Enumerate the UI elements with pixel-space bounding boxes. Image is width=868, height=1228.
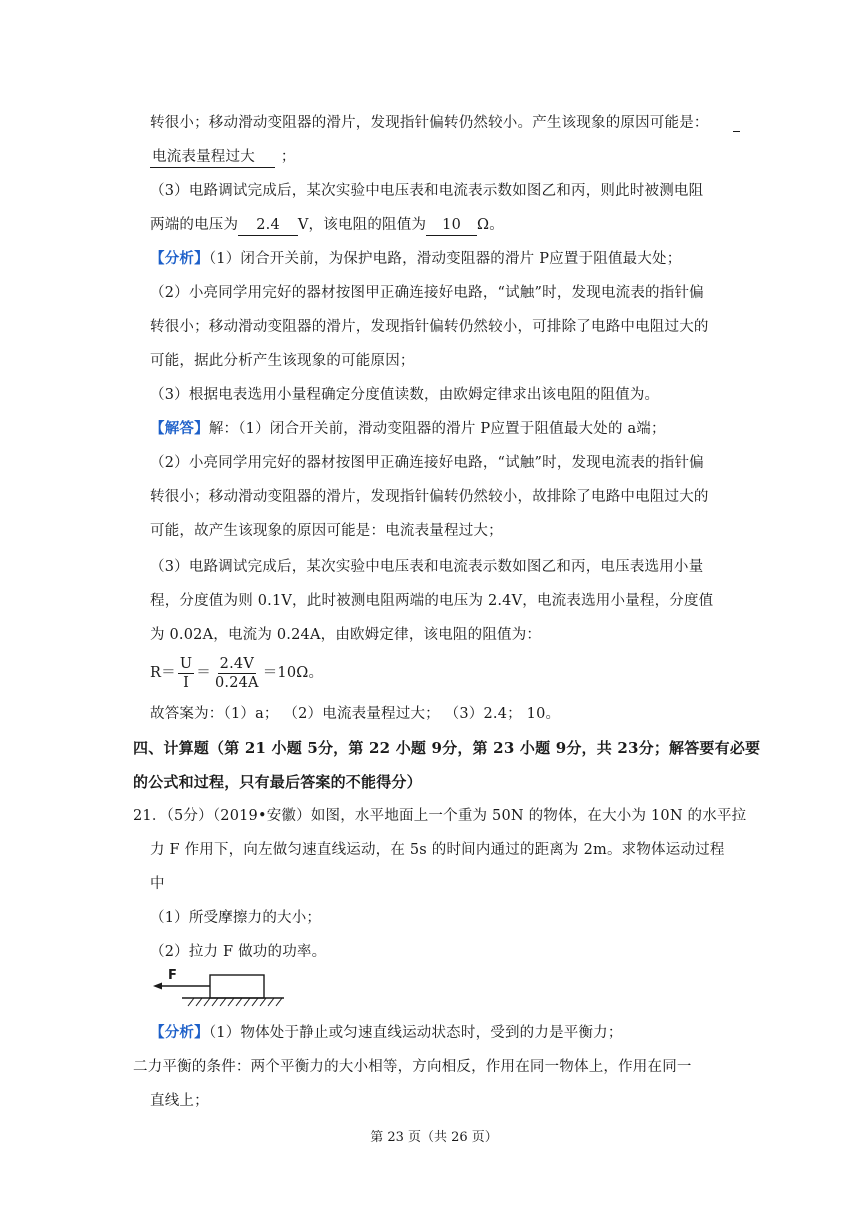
equals-sign: ＝ [196,665,211,681]
text-line [150,351,415,371]
text: （2）拉力 F 做功的功率。 [150,944,327,960]
text: 可能，故产生该现象的原因可能是：电流表量程过大； [150,523,503,539]
text: （2）小亮同学用完好的器材按图甲正确连接好电路，“试触”时，发现电流表的指针偏 [150,285,704,301]
text-line [150,113,709,133]
text: （3）电路调试完成后，某次实验中电压表和电流表示数如图乙和丙，电压表选用小量 [150,559,704,575]
text-line [150,385,659,405]
final-answer: 故答案为：（1）a； （2）电流表量程过大； （3）2.4； 10。 [150,706,561,722]
text: 转很小；移动滑动变阻器的滑片，发现指针偏转仍然较小，故排除了电路中电阻过大的 [150,489,709,505]
answer-underline: 电流表量程过大 [150,147,275,168]
text: 程，分度值为则 0.1V，此时被测电阻两端的电压为 2.4V，电流表选用小量程，分度值 [150,593,714,609]
text: V，该电阻的阻值为 [297,217,427,233]
section-heading [133,772,422,792]
text: 力 F 作用下，向左做匀速直线运动，在 5s 的时间内通过的距离为 2m。求物体运动过程 [150,842,725,858]
answer-blank-mark [733,131,740,132]
text: 转很小；移动滑动变阻器的滑片，发现指针偏转仍然较小。产生该现象的原因可能是： [150,115,709,131]
text: 21．（5分）（2019•安徽）如图，水平地面上一个重为 50N 的物体，在大小为 10N 的水平拉 [133,808,747,824]
formula [150,654,323,694]
text: （3）根据电表选用小量程确定分度值读数，由欧姆定律求出该电阻的阻值为。 [150,387,660,403]
question-line [150,908,321,928]
text-line [150,557,703,577]
text-line [150,283,704,303]
numerator: U [179,655,193,672]
analysis-tag: 【分析】 [150,250,209,267]
text-line [150,147,296,168]
text: 为 0.02A，电流为 0.24A，由欧姆定律，该电阻的阻值为： [150,627,542,643]
formula-lhs: R＝ [150,665,176,681]
physics-figure [150,970,290,1014]
text: 二力平衡的条件：两个平衡力的大小相等，方向相反，作用在同一物体上，作用在同一 [133,1059,692,1075]
text-line [150,591,713,611]
text-line [150,181,703,201]
text-line [133,1057,692,1077]
text: 解：（1）闭合开关前，滑动变阻器的滑片 P应置于阻值最大处的 a端； [208,421,666,437]
formula-result: ＝10Ω。 [262,665,324,681]
text-line [150,1091,209,1111]
text: ； [280,149,296,165]
text: （1）闭合开关前，为保护电路，滑动变阻器的滑片 P应置于阻值最大处； [208,251,682,267]
denominator: I [183,674,189,691]
force-label: F [168,968,177,983]
text: Ω。 [477,217,504,233]
answer-underline: 2.4 [238,215,298,236]
text-line [150,625,541,645]
text: （1）物体处于静止或匀速直线运动状态时，受到的力是平衡力； [208,1025,623,1041]
section-heading [133,738,760,758]
text: （2）小亮同学用完好的器材按图甲正确连接好电路，“试触”时，发现电流表的指针偏 [150,455,704,471]
question-line [150,840,725,860]
analysis-tag: 【分析】 [150,1024,209,1041]
question-line [150,874,165,894]
text-line [150,453,704,473]
solution-tag: 【解答】 [150,420,209,437]
numerator: 2.4V [219,655,254,672]
text-line [150,249,681,269]
text-line [150,1023,623,1043]
text: （1）所受摩擦力的大小； [150,910,322,926]
question-line [150,942,326,962]
text: 四、计算题（第 21 小题 5分，第 22 小题 9分，第 23 小题 9分，共 23分；解答要有必要 [133,739,761,757]
page-footer: 第 23 页（共 26 页） [370,1130,498,1145]
fraction-ui [178,655,194,692]
text: 可能，据此分析产生该现象的可能原因； [150,353,415,369]
fraction-values [213,655,261,692]
text: 转很小；移动滑动变阻器的滑片，发现指针偏转仍然较小，可排除了电路中电阻过大的 [150,319,709,335]
denominator: 0.24A [214,674,259,691]
text-line [150,704,560,724]
text: 的公式和过程，只有最后答案的不能得分） [133,773,422,791]
text: 两端的电压为 [150,217,239,233]
text-line [150,317,709,337]
text-line [150,487,709,507]
text: （3）电路调试完成后，某次实验中电压表和电流表示数如图乙和丙，则此时被测电阻 [150,183,704,199]
answer-underline: 10 [426,215,477,236]
question-line [133,806,746,826]
text: 中 [150,876,165,892]
text-line [150,419,666,439]
text: 直线上； [150,1093,209,1109]
text-line [150,215,504,236]
text-line [150,521,503,541]
